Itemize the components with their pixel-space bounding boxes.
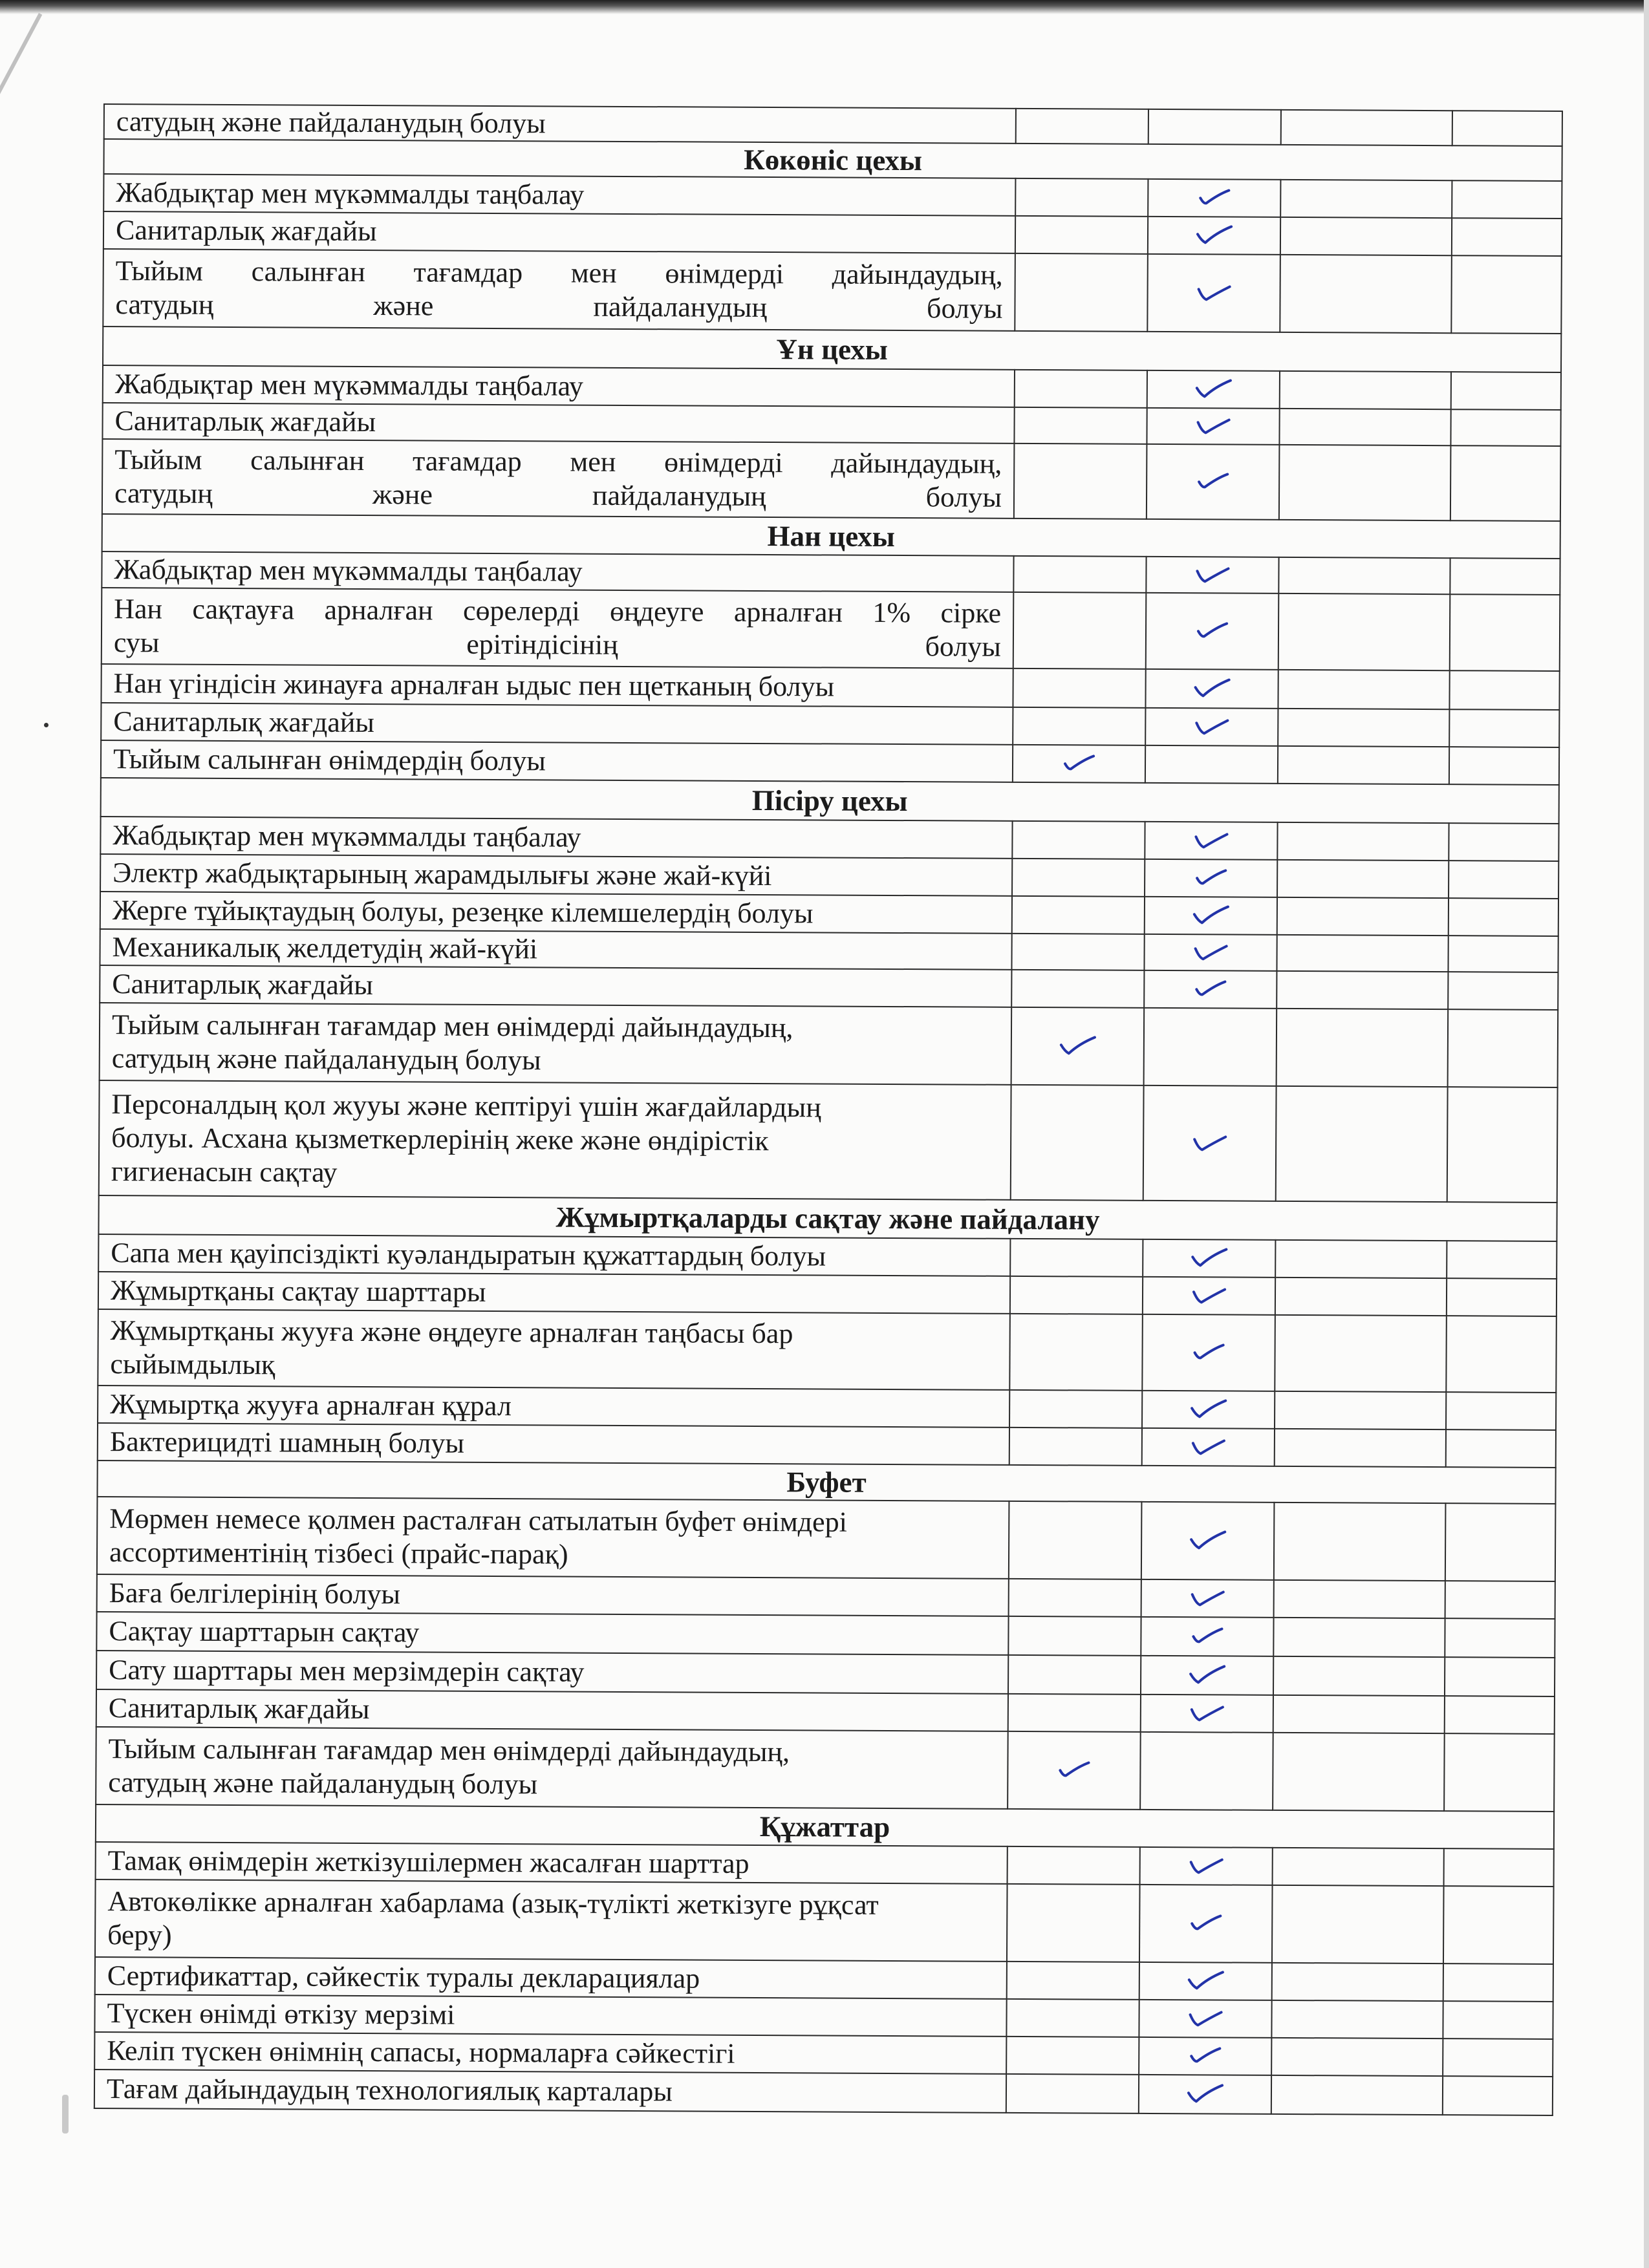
requirement-text: Санитарлық жағдайы (102, 403, 1014, 444)
handwritten-tick (1191, 864, 1232, 890)
requirement-text: Тыйым салынған тағамдар мен өнімдерді дайындаудың, сатудың және пайдаланудың болуы (102, 439, 1015, 519)
checklist-row (96, 1842, 1554, 1887)
yes-column-cell (1140, 1847, 1273, 1885)
requirement-text: Жабдықтар мен мүкәммалды таңбалау (102, 551, 1013, 592)
handwritten-tick (1192, 467, 1234, 493)
check-mark-icon (1194, 184, 1235, 209)
no-column-cell (1009, 1314, 1143, 1391)
note-column-cell (1450, 558, 1560, 595)
partial-column-cell (1278, 557, 1450, 594)
requirement-text: Тағам дайындаудың технологиялық карталары (94, 2070, 1006, 2113)
handwritten-tick (1190, 901, 1231, 927)
note-column-cell (1445, 1581, 1555, 1619)
note-column-cell (1448, 1009, 1558, 1087)
check-mark-icon (1192, 467, 1234, 493)
check-mark-icon (1190, 901, 1231, 927)
no-column-cell (1013, 556, 1146, 593)
partial-column-cell (1274, 1503, 1446, 1581)
note-column-cell (1444, 1733, 1555, 1812)
handwritten-tick (1185, 1909, 1227, 1935)
yes-column-cell (1148, 179, 1280, 217)
handwritten-tick (1193, 279, 1234, 305)
partial-column-cell (1274, 1580, 1445, 1618)
requirement-text: Жұмыртқаны жууға және өңдеуге арналған таңбасы бар сыйымдылық (98, 1309, 1010, 1390)
checklist-row (102, 588, 1560, 671)
partial-column-cell (1280, 371, 1451, 409)
scan-top-edge (0, 0, 1649, 14)
partial-column-cell (1280, 255, 1452, 333)
note-column-cell (1445, 1657, 1555, 1696)
note-column-cell (1449, 823, 1558, 861)
check-mark-icon (1191, 674, 1233, 700)
check-mark-icon (1192, 561, 1233, 586)
no-column-cell (1007, 1962, 1139, 2000)
no-column-cell (1009, 1501, 1142, 1579)
note-column-cell (1452, 180, 1562, 219)
no-column-cell (1009, 1579, 1141, 1617)
yes-column-cell (1143, 1277, 1275, 1315)
partial-column-cell (1271, 2038, 1443, 2076)
no-column-cell (1008, 1694, 1141, 1732)
note-column-cell (1445, 1696, 1555, 1734)
partial-column-cell (1278, 670, 1449, 709)
note-column-cell (1443, 1886, 1554, 1964)
check-mark-icon (1185, 1909, 1227, 1935)
handwritten-tick (1188, 1395, 1229, 1421)
check-mark-icon (1185, 2042, 1226, 2068)
no-column-cell (1012, 859, 1145, 897)
checklist-row (95, 1879, 1554, 1964)
check-mark-icon (1058, 749, 1099, 775)
checklist-row (97, 1497, 1556, 1581)
yes-column-cell (1143, 1086, 1277, 1201)
handwritten-tick (1187, 1622, 1228, 1648)
checklist-row (101, 664, 1559, 710)
scan-right-edge (1644, 0, 1649, 2268)
partial-column-cell (1277, 935, 1448, 972)
handwritten-tick (1191, 826, 1232, 852)
note-column-cell (1451, 255, 1562, 334)
handwritten-tick (1191, 712, 1233, 738)
partial-column-cell (1276, 1086, 1448, 1202)
handwritten-tick (1185, 1852, 1227, 1878)
partial-column-cell (1272, 1963, 1443, 2001)
handwritten-tick (1184, 2080, 1225, 2106)
check-mark-icon (1185, 1967, 1226, 1993)
yes-column-cell (1143, 1239, 1275, 1278)
yes-column-cell (1142, 1314, 1275, 1391)
check-mark-icon (1057, 1032, 1098, 1058)
section-title: Пісіру цехы (101, 778, 1559, 824)
handwritten-tick (1187, 1526, 1229, 1552)
check-mark-icon (1188, 1338, 1229, 1364)
requirement-text: Баға белгілерінің болуы (97, 1574, 1009, 1616)
handwritten-tick (1057, 1032, 1098, 1058)
requirement-text: Санитарлық жағдайы (96, 1689, 1008, 1731)
yes-column-cell (1145, 669, 1278, 709)
note-column-cell (1449, 747, 1559, 785)
partial-column-cell (1273, 1733, 1445, 1811)
check-mark-icon (1190, 938, 1231, 964)
no-column-cell (1015, 253, 1148, 332)
section-title: Буфет (97, 1460, 1555, 1504)
yes-column-cell (1147, 444, 1280, 520)
no-column-cell (1009, 1428, 1142, 1466)
handwritten-tick (1185, 2042, 1226, 2068)
partial-column-cell (1271, 2000, 1443, 2038)
requirement-text: Сертификаттар, сәйкестік туралы декларациялар (95, 1957, 1007, 1999)
check-mark-icon (1187, 1433, 1229, 1459)
no-column-cell (1006, 1999, 1139, 2037)
requirement-text: Электр жабдықтарының жарамдылығы және жай-күйі (100, 854, 1012, 896)
checklist-row (98, 1309, 1557, 1393)
checklist-row (94, 2070, 1553, 2115)
check-mark-icon (1185, 2004, 1226, 2030)
check-mark-icon (1189, 1244, 1230, 1270)
check-mark-icon (1191, 826, 1232, 852)
partial-column-cell (1277, 860, 1449, 898)
requirement-text: Келіп түскен өнімнің сапасы, нормаларға сәйкестігі (94, 2032, 1006, 2074)
handwritten-tick (1191, 674, 1233, 700)
no-column-cell (1011, 1007, 1145, 1086)
partial-column-cell (1275, 1391, 1446, 1429)
section-header-row (98, 1195, 1557, 1241)
yes-column-cell (1139, 1962, 1272, 2000)
no-column-cell (1006, 2074, 1139, 2113)
section-header-row (103, 326, 1561, 372)
paper-fold-line (0, 13, 42, 163)
check-mark-icon (1192, 412, 1234, 438)
partial-column-cell (1273, 1848, 1444, 1886)
handwritten-tick (1185, 2004, 1226, 2030)
note-column-cell (1447, 1087, 1558, 1203)
section-header-row (96, 1804, 1554, 1849)
note-column-cell (1443, 2038, 1553, 2077)
handwritten-tick (1188, 1338, 1229, 1364)
partial-column-cell (1271, 2075, 1443, 2115)
requirement-text: Сақтау шарттарын сақтау (96, 1612, 1008, 1655)
note-column-cell (1450, 409, 1560, 446)
yes-column-cell (1142, 1391, 1275, 1429)
requirement-text: Жұмыртқа жууға арналған құрал (98, 1385, 1009, 1428)
note-column-cell (1443, 2001, 1553, 2039)
requirement-text: Тыйым салынған тағамдар мен өнімдерді дайындаудың, сатудың және пайдаланудың болуы (96, 1727, 1008, 1809)
check-mark-icon (1053, 1756, 1095, 1782)
handwritten-tick (1193, 221, 1234, 247)
requirement-text: Тыйым салынған тағамдар мен өнімдерді дайындаудың, сатудың және пайдаланудың болуы (100, 1003, 1012, 1085)
yes-column-cell (1141, 1579, 1274, 1618)
requirement-text: Сапа мен қауіпсіздікті куәландыратын құжаттардың болуы (98, 1234, 1010, 1276)
checklist-row (96, 1727, 1555, 1812)
handwritten-tick (1186, 1699, 1227, 1725)
note-column-cell (1452, 111, 1562, 146)
handwritten-tick (1191, 617, 1233, 643)
requirement-text: Санитарлық жағдайы (103, 211, 1015, 253)
checklist-row (99, 1080, 1558, 1203)
yes-column-cell (1139, 2075, 1271, 2114)
handwritten-tick (1192, 561, 1233, 586)
yes-column-cell (1139, 2000, 1271, 2038)
partial-column-cell (1279, 409, 1450, 445)
handwritten-tick (1187, 1433, 1229, 1459)
no-column-cell (1006, 2037, 1139, 2075)
requirement-text: Бактерицидті шамның болуы (98, 1423, 1009, 1465)
requirement-text: Тыйым салынған өнімдердің болуы (101, 740, 1013, 782)
inspection-checklist-table (94, 103, 1563, 2116)
note-column-cell (1443, 1963, 1553, 2002)
check-mark-icon (1187, 1584, 1228, 1610)
requirement-text: Санитарлық жағдайы (101, 703, 1013, 745)
no-column-cell (1011, 970, 1144, 1008)
note-column-cell (1446, 1392, 1556, 1430)
yes-column-cell (1147, 370, 1280, 409)
partial-column-cell (1275, 1429, 1446, 1467)
handwritten-tick (1053, 1756, 1095, 1782)
no-column-cell (1015, 370, 1147, 408)
yes-column-cell (1144, 970, 1277, 1009)
no-column-cell (1010, 1239, 1143, 1277)
check-mark-icon (1190, 975, 1231, 1001)
yes-column-cell (1145, 708, 1278, 746)
no-column-cell (1011, 934, 1144, 970)
yes-column-cell (1141, 1502, 1275, 1580)
requirement-text: Жабдықтар мен мүкәммалды таңбалау (100, 817, 1012, 859)
partial-column-cell (1275, 1240, 1447, 1278)
no-column-cell (1008, 1731, 1141, 1810)
handwritten-tick (1192, 412, 1234, 438)
handwritten-tick (1192, 375, 1234, 401)
note-column-cell (1449, 670, 1559, 710)
handwritten-tick (1190, 938, 1231, 964)
yes-column-cell (1141, 1695, 1273, 1733)
yes-column-cell (1145, 859, 1277, 897)
section-title: Нан цехы (102, 514, 1560, 559)
no-column-cell (1015, 216, 1148, 254)
handwritten-tick (1189, 1129, 1231, 1155)
note-column-cell (1448, 972, 1558, 1010)
checklist-row (100, 1003, 1558, 1087)
checklist-row (96, 1612, 1555, 1658)
requirement-text: Сату шарттары мен мерзімдерін сақтау (96, 1651, 1008, 1694)
ink-dot (44, 723, 48, 727)
no-column-cell (1008, 1846, 1140, 1885)
no-column-cell (1015, 178, 1148, 217)
checklist-row (100, 965, 1558, 1010)
requirement-text: Нан сақтауға арналған сөрелерді өңдеуге арналған 1% сірке суы ерітіндісінің болуы (102, 588, 1014, 669)
check-mark-icon (1192, 375, 1234, 401)
partial-column-cell (1278, 709, 1449, 747)
check-mark-icon (1188, 1395, 1229, 1421)
partial-column-cell (1275, 1315, 1447, 1392)
check-mark-icon (1191, 864, 1232, 890)
yes-column-cell (1142, 1428, 1275, 1466)
note-column-cell (1450, 594, 1560, 671)
no-column-cell (1007, 1884, 1140, 1962)
yes-column-cell (1139, 1885, 1273, 1963)
yes-column-cell (1140, 1732, 1273, 1810)
requirement-text: Автокөлікке арналған хабарлама (азық-түлікті жеткізуге рұқсат беру) (95, 1879, 1008, 1962)
no-column-cell (1013, 707, 1145, 745)
check-mark-icon (1189, 1129, 1231, 1155)
requirement-text: Персоналдың қол жууы және кептіруі үшін жағдайлардың болуы. Асхана қызметкерлерінің жеке және өндірістік гигиенасын сақтау (99, 1080, 1011, 1200)
note-column-cell (1446, 1429, 1556, 1468)
note-column-cell (1449, 898, 1558, 936)
note-column-cell (1452, 218, 1562, 256)
check-mark-icon (1187, 1622, 1228, 1648)
yes-column-cell (1146, 593, 1279, 670)
checklist-row (102, 439, 1561, 521)
requirement-text: Мөрмен немесе қолмен расталған сатылатын буфет өнімдері ассортиментінің тізбесі (прайс-парақ) (97, 1497, 1009, 1579)
partial-column-cell (1280, 180, 1452, 218)
check-mark-icon (1187, 1661, 1228, 1687)
no-column-cell (1010, 1276, 1143, 1314)
requirement-text: Жерге тұйықтаудың болуы, резеңке кілемшелердің болуы (100, 892, 1012, 934)
section-title: Ұн цехы (103, 326, 1561, 372)
requirement-text: Санитарлық жағдайы (100, 965, 1011, 1007)
handwritten-tick (1189, 1244, 1230, 1270)
requirement-text: Тамақ өнімдерін жеткізушілермен жасалған шарттар (96, 1842, 1008, 1884)
partial-column-cell (1278, 746, 1449, 784)
note-column-cell (1451, 372, 1561, 410)
check-mark-icon (1187, 1526, 1229, 1552)
no-column-cell (1012, 821, 1145, 859)
handwritten-tick (1190, 975, 1231, 1001)
note-column-cell (1445, 1503, 1556, 1581)
partial-column-cell (1275, 1278, 1447, 1316)
handwritten-tick (1194, 184, 1235, 209)
handwritten-tick (1185, 1967, 1226, 1993)
section-title: Жұмыртқаларды сақтау және пайдалану (98, 1195, 1557, 1241)
no-column-cell (1011, 1085, 1144, 1201)
handwritten-tick (1187, 1584, 1228, 1610)
yes-column-cell (1145, 822, 1277, 860)
yes-column-cell (1147, 408, 1279, 445)
partial-column-cell (1277, 897, 1449, 936)
partial-column-cell (1281, 110, 1452, 145)
requirement-text: Жұмыртқаны сақтау шарттары (98, 1272, 1010, 1314)
yes-column-cell (1139, 2037, 1271, 2075)
section-title: Құжаттар (96, 1804, 1554, 1849)
requirement-text: Нан үгіндісін жинауға арналған ыдыс пен щетканың болуы (101, 664, 1013, 707)
partial-column-cell (1273, 1656, 1445, 1696)
partial-column-cell (1273, 1695, 1445, 1733)
check-mark-icon (1186, 1699, 1227, 1725)
note-column-cell (1447, 1241, 1557, 1279)
partial-column-cell (1277, 1009, 1449, 1087)
yes-column-cell (1144, 934, 1277, 971)
yes-column-cell (1141, 1617, 1273, 1656)
no-column-cell (1014, 407, 1147, 444)
partial-column-cell (1272, 1885, 1444, 1963)
partial-column-cell (1278, 594, 1450, 670)
checklist-body (94, 104, 1562, 2115)
section-title: Көкөніс цехы (103, 139, 1562, 181)
check-mark-icon (1191, 712, 1233, 738)
requirement-text: Механикалық желдетудің жай-күйі (100, 929, 1011, 970)
yes-column-cell (1145, 745, 1278, 784)
yes-column-cell (1148, 109, 1281, 145)
checklist-row (103, 249, 1562, 334)
check-mark-icon (1185, 1852, 1227, 1878)
note-column-cell (1450, 445, 1561, 521)
partial-column-cell (1277, 822, 1449, 861)
check-mark-icon (1193, 221, 1234, 247)
check-mark-icon (1184, 2080, 1225, 2106)
partial-column-cell (1273, 1618, 1445, 1657)
note-column-cell (1449, 861, 1558, 899)
no-column-cell (1014, 444, 1147, 519)
handwritten-tick (1058, 749, 1099, 775)
note-column-cell (1446, 1316, 1557, 1393)
check-mark-icon (1193, 279, 1234, 305)
note-column-cell (1445, 1618, 1555, 1658)
yes-column-cell (1146, 557, 1278, 594)
scan-smudge (62, 2095, 69, 2134)
no-column-cell (1013, 745, 1145, 783)
section-header-row (101, 778, 1559, 824)
no-column-cell (1009, 1390, 1142, 1428)
partial-column-cell (1277, 971, 1448, 1009)
note-column-cell (1443, 2076, 1553, 2115)
partial-column-cell (1280, 217, 1452, 255)
yes-column-cell (1147, 254, 1280, 332)
requirement-text: Түскен өнімді өткізу мерзімі (94, 1995, 1006, 2037)
no-column-cell (1016, 109, 1148, 144)
note-column-cell (1448, 936, 1558, 972)
no-column-cell (1013, 592, 1147, 669)
no-column-cell (1008, 1616, 1141, 1656)
note-column-cell (1447, 1278, 1557, 1316)
requirement-text: Жабдықтар мен мүкәммалды таңбалау (103, 174, 1015, 216)
check-mark-icon (1188, 1281, 1229, 1307)
no-column-cell (1012, 896, 1145, 934)
requirement-text: Жабдықтар мен мүкәммалды таңбалау (103, 365, 1015, 407)
note-column-cell (1449, 709, 1559, 747)
yes-column-cell (1145, 897, 1277, 935)
handwritten-tick (1188, 1281, 1229, 1307)
check-mark-icon (1191, 617, 1233, 643)
yes-column-cell (1141, 1656, 1273, 1695)
requirement-text: сатудың және пайдаланудың болуы (104, 104, 1016, 144)
requirement-text: Тыйым салынған тағамдар мен өнімдерді дайындаудың, сатудың және пайдаланудың болуы (103, 249, 1015, 331)
handwritten-tick (1187, 1661, 1228, 1687)
no-column-cell (1013, 669, 1145, 708)
yes-column-cell (1144, 1008, 1277, 1086)
partial-column-cell (1279, 445, 1451, 520)
no-column-cell (1008, 1655, 1141, 1695)
checklist-row (96, 1651, 1555, 1696)
note-column-cell (1444, 1848, 1554, 1887)
yes-column-cell (1148, 217, 1280, 255)
